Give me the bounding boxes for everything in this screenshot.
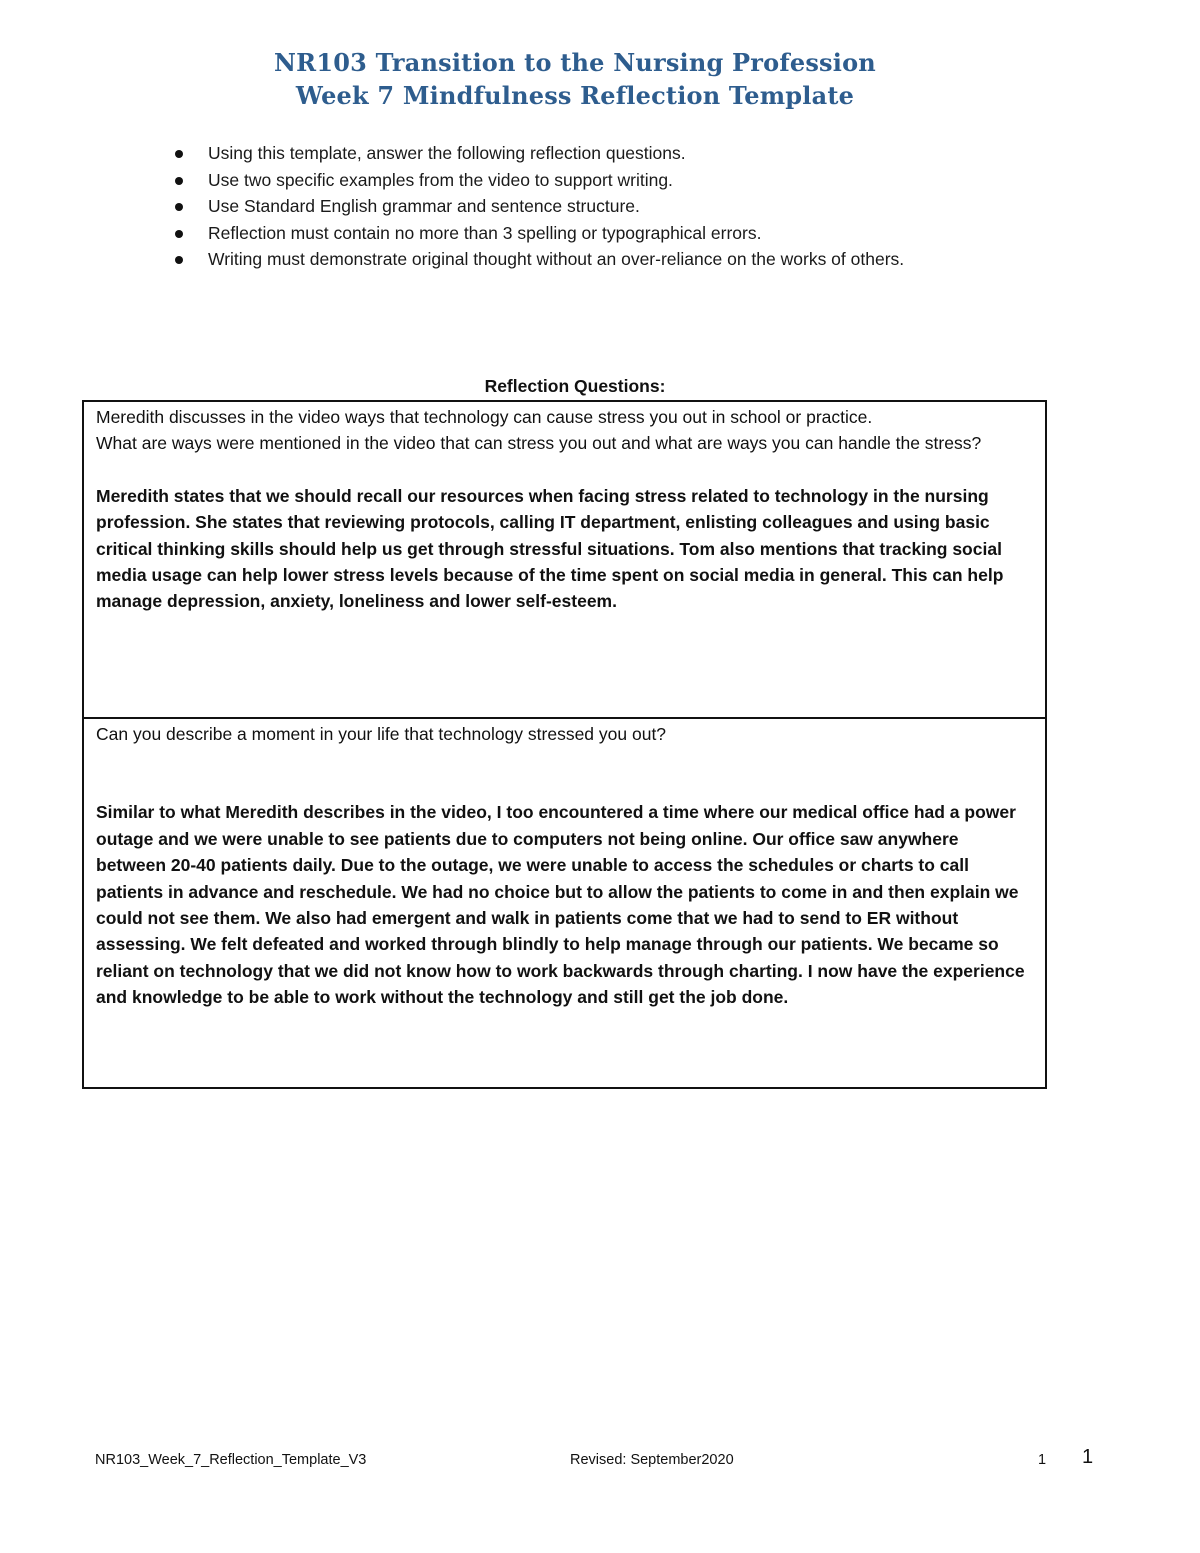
- question-1-prompt-line2: What are ways were mentioned in the video that can stress you out and what are ways you can handle the stress?: [96, 433, 982, 454]
- list-item: [172, 220, 904, 247]
- list-item: [172, 193, 904, 220]
- bullet-icon: [175, 150, 183, 158]
- instruction-text: Use two specific examples from the video to support writing.: [208, 169, 673, 190]
- footer-filename: NR103_Week_7_Reflection_Template_V3: [95, 1452, 367, 1468]
- question-2-answer: Similar to what Meredith describes in the video, I too encountered a time where our medical office had a power outage and we were unable to see patients due to computers not being online. Our office saw anywhere between 20-40 patients daily. Due to the outage, we were unable to access the schedules or charts to call patients in advance and reschedule. We had no choice but to allow the patients to come in and then explain we could not see them. We also had emergent and walk in patients come that we had to send to ER without assessing. We felt defeated and worked through blindly to help manage through our patients. We became so reliant on technology that we did not know how to work backwards through charting. I now have the experience and knowledge to be able to work without the technology and still get the job done.: [96, 802, 1025, 1008]
- question-1-prompt-line1: Meredith discusses in the video ways that technology can cause stress you out in school or practice.: [96, 407, 873, 427]
- document-subtitle: Week 7 Mindfulness Reflection Template: [295, 81, 855, 110]
- list-item: [172, 140, 904, 167]
- page-number: 1: [1082, 1446, 1094, 1468]
- bullet-icon: [175, 177, 183, 185]
- list-item: [172, 246, 904, 273]
- bullet-icon: [175, 256, 183, 264]
- spacer: [96, 747, 1033, 799]
- bullet-icon: [175, 230, 183, 238]
- question-1-answer: Meredith states that we should recall our resources when facing stress related to technology in the nursing profession. She states that reviewing protocols, calling IT department, enlisting colleagues and using basic critical thinking skills should help us get through stressful situations. Tom also mentions that tracking social media usage can help lower stress levels because of the time spent on social media in general. This can help manage depression, anxiety, loneliness and lower self-esteem.: [96, 485, 1004, 612]
- instruction-text: Use Standard English grammar and sentence structure.: [208, 196, 640, 216]
- instruction-text: Using this template, answer the following reflection questions.: [208, 143, 686, 163]
- list-item: [172, 167, 904, 194]
- spacer: [96, 457, 1033, 483]
- reflection-heading: Reflection Questions:: [484, 376, 666, 396]
- instruction-text: Reflection must contain no more than 3 spelling or typographical errors.: [208, 222, 762, 243]
- question-cell-1[interactable]: [84, 402, 1045, 719]
- footer-revised: Revised: September2020: [570, 1452, 734, 1468]
- question-cell-2[interactable]: [84, 719, 1045, 1087]
- footer-page-number: 1: [1038, 1452, 1047, 1468]
- instruction-text: Writing must demonstrate original thought without an over-reliance on the works of others.: [208, 249, 905, 269]
- reflection-table: [82, 400, 1047, 1089]
- instruction-list: [172, 140, 904, 273]
- bullet-icon: [175, 203, 183, 211]
- document-title: NR103 Transition to the Nursing Profession: [274, 48, 876, 77]
- question-2-prompt: Can you describe a moment in your life that technology stressed you out?: [96, 724, 667, 744]
